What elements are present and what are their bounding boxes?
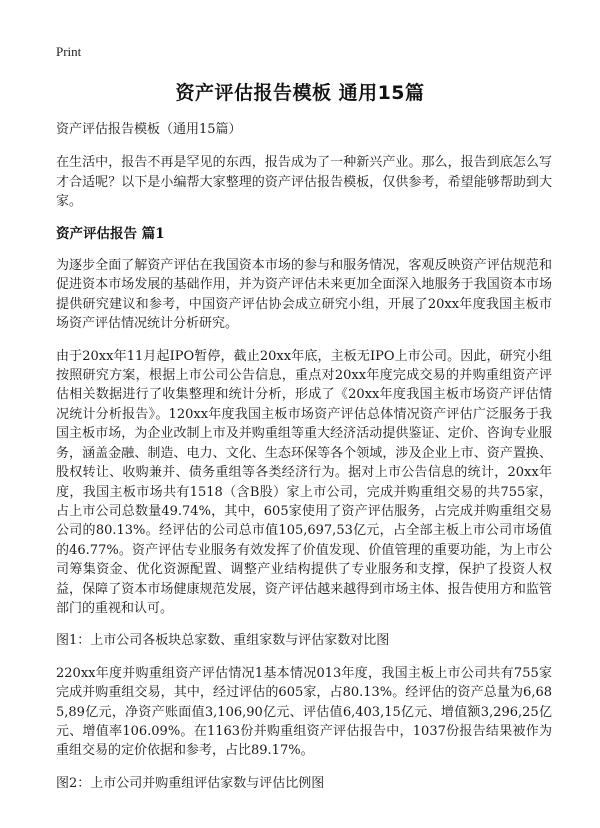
body-paragraph-3: 220xx年度并购重组资产评估情况1基本情况013年度，我国主板上市公司共有755家完成并购重组交易，其中，经过评估的605家，占80.13%。经评估的资产总量为6,685,89亿元，净资产账面值3,106,90亿元、评估值6,403,15亿元、增值额3,296,25亿元、增值率106.09%。在1163份并购重组资产评估报告中，1037份报告结果被作为重组交易的定价依据和参考，占比89.17%。 [56, 665, 552, 759]
document-subtitle: 资产评估报告模板（通用15篇） [56, 122, 242, 137]
figure-2-caption: 图2：上市公司并购重组评估家数与评估比例图 [56, 775, 325, 791]
intro-paragraph: 在生活中，报告不再是罕见的东西，报告成为了一种新兴产业。那么，报告到底怎么写才合适呢？以下是小编帮大家整理的资产评估报告模板，仅供参考，希望能够帮助到大家。 [56, 155, 552, 210]
figure-1-caption: 图1：上市公司各板块总家数、重组家数与评估家数对比图 [56, 633, 390, 649]
body-paragraph-2: 由于20xx年11月起IPO暂停，截止20xx年底，主板无IPO上市公司。因此，研究小组按照研究方案，根据上市公司公告信息，重点对20xx年度完成交易的并购重组资产评估相关数据进行了收集整理和统计分析，形成了《20xx年度我国主板市场资产评估情况统计分析报告》。120xx年度我国主板市场资产评估总体情况资产评估广泛服务于我国主板市场，为企业改制上市及并购重组等重大经济活动提供鉴证、定价、咨询专业服务，涵盖金融、制造、电力、文化、生态环保等各个领域，涉及企业上市、资产置换、股权转让、收购兼并、债务重组等各类经济行为。据对上市公告信息的统计，20xx年度，我国主板市场共有1518（含B股）家上市公司，完成并购重组交易的共755家，占上市公司总数量49.74%，其中，605家使用了资产评估服务，占完成并购重组交易公司的80.13%。经评估的公司总市值105,697,53亿元，占全部主板上市公司市场值的46.77%。资产评估专业服务有效发挥了价值发现、价值管理的重要功能，为上市公司筹集资金、优化资源配置、调整产业结构提供了专业服务和支撑，保护了投资人权益，保障了资本市场健康规范发展，资产评估越来越得到市场主体、报告使用方和监管部门的重视和认可。 [56, 348, 552, 616]
document-body [56, 120, 552, 806]
section-heading: 资产评估报告 篇1 [56, 225, 165, 242]
print-link[interactable]: Print [56, 44, 82, 59]
page-title: 资产评估报告模板 通用15篇 [175, 82, 425, 104]
body-paragraph-1: 为逐步全面了解资产评估在我国资本市场的参与和服务情况，客观反映资产评估规范和促进资本市场发展的基础作用，并为资产评估未来更加全面深入地服务于我国资本市场提供研究建议和参考，中国资产评估协会成立研究小组，开展了20xx年度我国主板市场资产评估情况统计分析研究。 [56, 258, 552, 332]
